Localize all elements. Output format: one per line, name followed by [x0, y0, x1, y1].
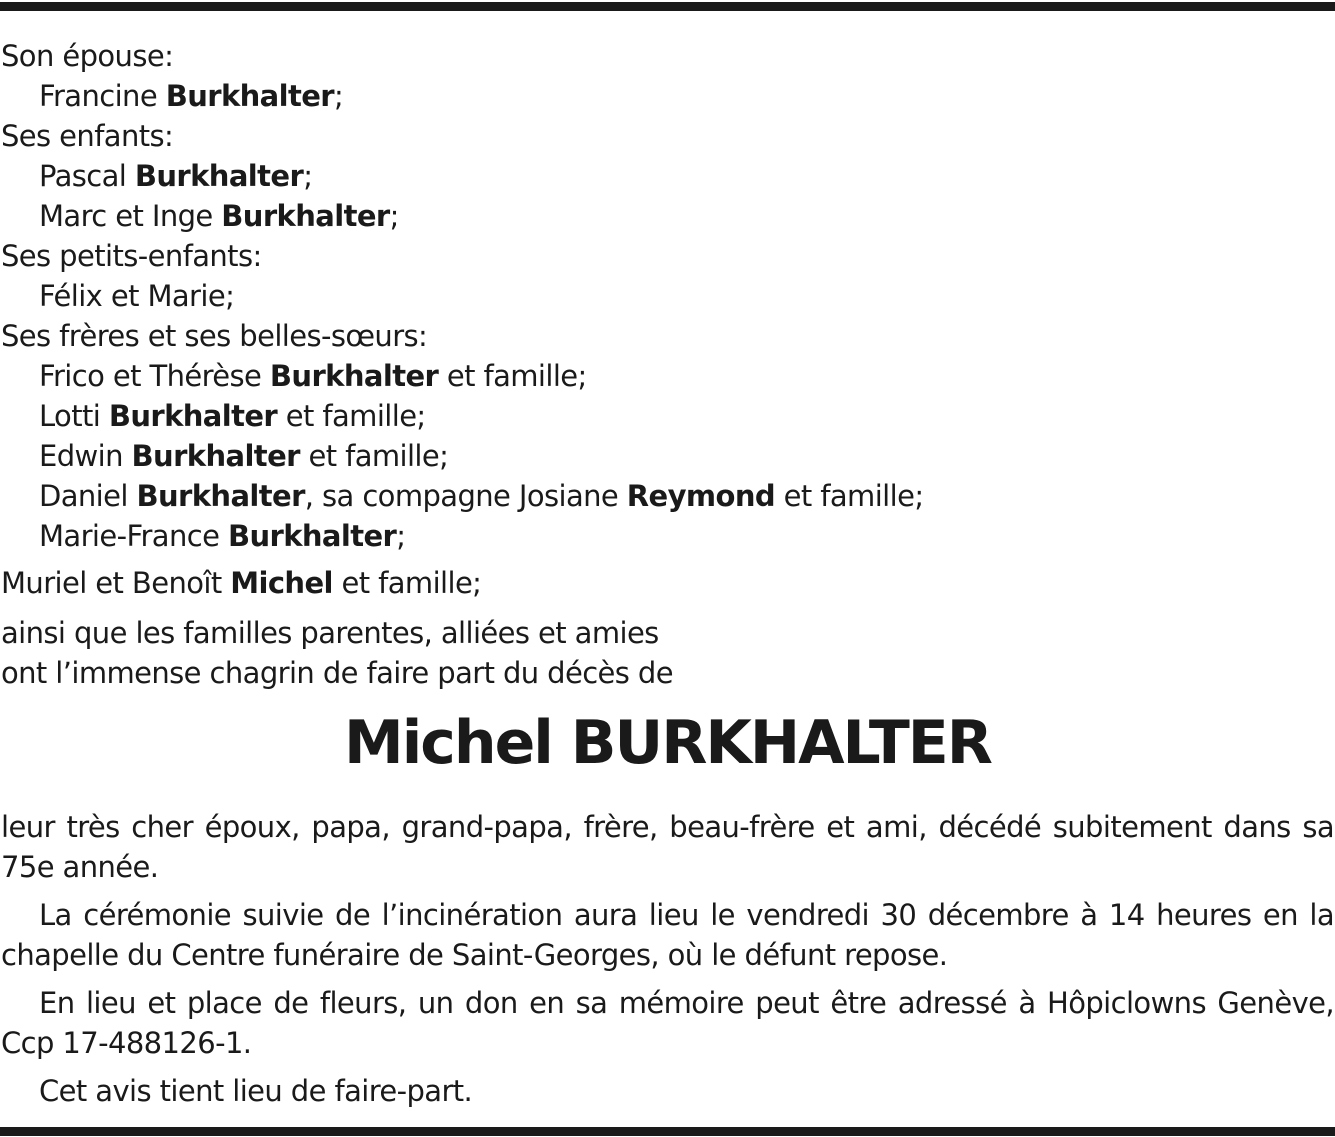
grandchildren-line: Félix et Marie; [39, 279, 235, 313]
partner-surname: Reymond [626, 479, 776, 513]
given-name: Edwin [39, 439, 132, 473]
given-name: Francine [39, 79, 166, 113]
spouse-heading: Son épouse: [1, 39, 174, 73]
punctuation: ; [396, 519, 406, 553]
surname: Burkhalter [134, 159, 304, 193]
sibling-line-5 [1, 516, 1331, 556]
surname: Michel [230, 566, 333, 600]
surname: Burkhalter [136, 479, 305, 513]
punctuation: ; [334, 79, 344, 113]
surname: Burkhalter [131, 439, 300, 473]
grandchildren-heading: Ses petits-enfants: [1, 239, 262, 273]
punctuation: ; [389, 199, 399, 233]
given-name: Pascal [39, 159, 135, 193]
closing-paragraph: Cet avis tient lieu de faire-part. [39, 1074, 473, 1108]
child-line-1 [1, 156, 1331, 196]
spouse-line [1, 76, 1331, 116]
punctuation: ; [303, 159, 313, 193]
sibling-line-3 [1, 436, 1331, 476]
given-name: Lotti [39, 399, 109, 433]
given-name: Marie-France [39, 519, 228, 553]
child-line-2 [1, 196, 1331, 236]
notice-body [1, 807, 1334, 1111]
suffix: et famille; [332, 566, 482, 600]
given-name: Marc et Inge [39, 199, 222, 233]
ceremony-paragraph: La cérémonie suivie de l’incinération aura lieu le vendredi 30 décembre à 14 heures en la chapelle du Centre funéraire de Saint-Georges, où le défunt repose. [1, 898, 1334, 972]
given-name: Muriel et Benoît [1, 566, 231, 600]
suffix: et famille; [277, 399, 426, 433]
partner-text: , sa compagne Josiane [304, 479, 627, 513]
suffix: et famille; [438, 359, 587, 393]
siblings-heading: Ses frères et ses belles-sœurs: [1, 319, 428, 353]
deceased-name: Michel BURKHALTER [344, 708, 991, 778]
surname: Burkhalter [108, 399, 278, 433]
children-heading: Ses enfants: [1, 119, 174, 153]
surname: Burkhalter [165, 79, 335, 113]
sibling-line-2 [1, 396, 1331, 436]
surname: Burkhalter [227, 519, 397, 553]
surname: Burkhalter [269, 359, 439, 393]
given-name: Daniel [39, 479, 137, 513]
suffix: et famille; [299, 439, 449, 473]
other-family-line [1, 563, 1331, 603]
top-rule [0, 2, 1335, 11]
announcement-line-1: ainsi que les familles parentes, alliées et amies [1, 616, 659, 650]
sibling-line-1 [1, 356, 1331, 396]
tribute-paragraph: leur très cher époux, papa, grand-papa, frère, beau-frère et ami, décédé subitement dans sa 75e année. [1, 810, 1334, 884]
donation-paragraph: En lieu et place de fleurs, un don en sa mémoire peut être adressé à Hôpiclowns Genève, Ccp 17-488126-1. [1, 986, 1334, 1060]
given-name: Frico et Thérèse [39, 359, 270, 393]
announcement-line-2: ont l’immense chagrin de faire part du décès de [1, 656, 673, 690]
bottom-rule [0, 1127, 1335, 1136]
family-list [1, 36, 1331, 693]
surname: Burkhalter [221, 199, 390, 233]
sibling-line-4 [1, 476, 1331, 516]
suffix: et famille; [775, 479, 924, 513]
